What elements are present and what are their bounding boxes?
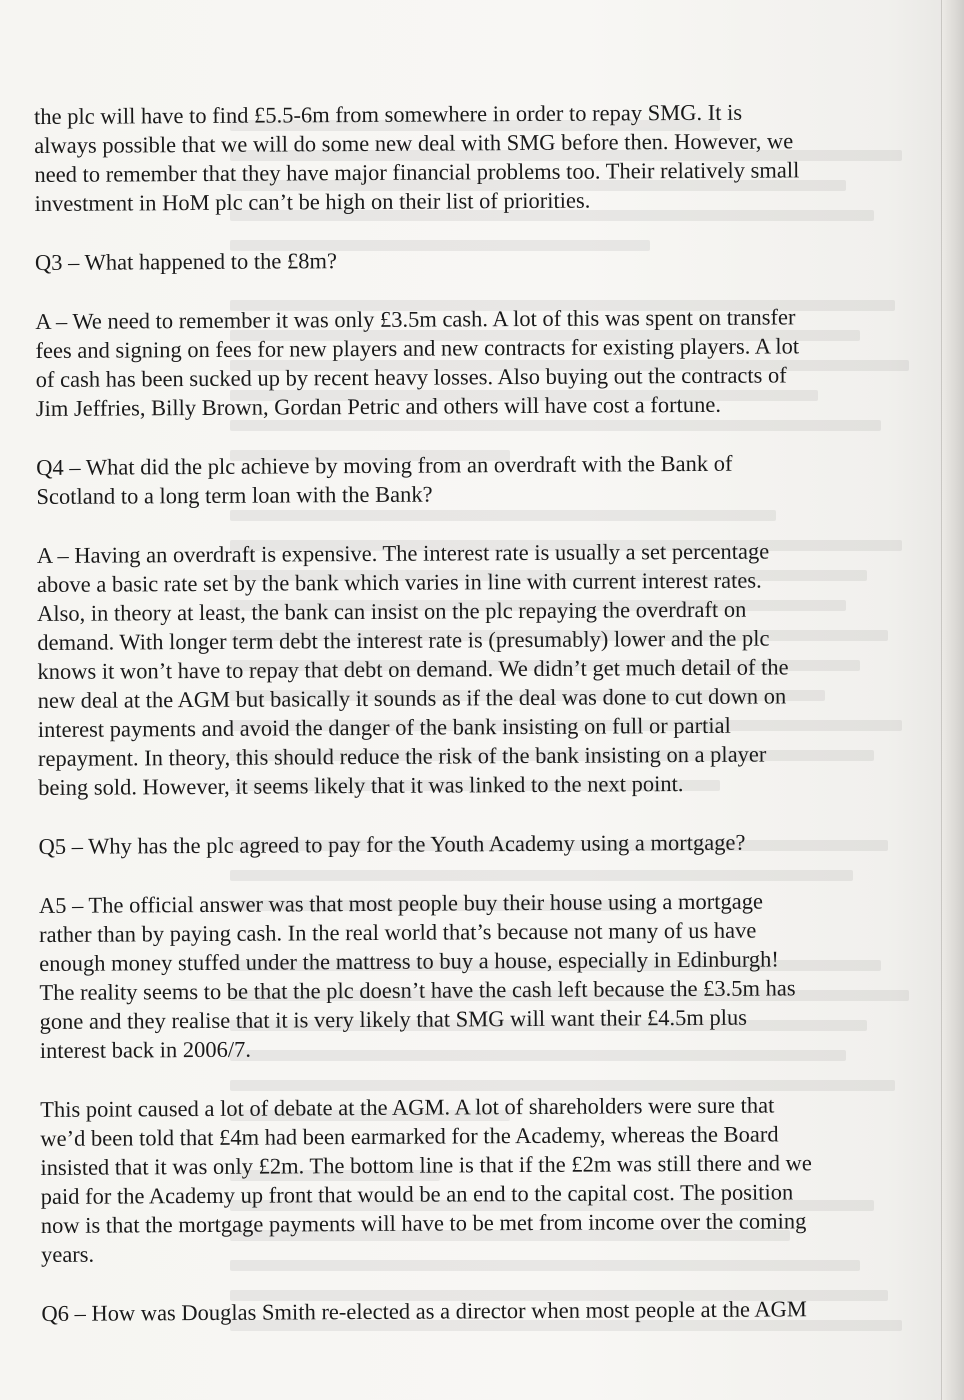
intro-paragraph: the plc will have to find £5.5-6m from somewhere in order to repay SMG. It is always possible that we will do some new deal with SMG before then. However, we need to remember that they have major financial problems too. Their relatively small investment in HoM plc can’t be high on their list of priorities. — [34, 99, 800, 216]
agm-debate-paragraph: This point caused a lot of debate at the AGM. A lot of shareholders were sure that we’d been told that £4m had been earmarked for the Academy, whereas the Board insisted that it was only £2m. The bottom line is that if the £2m was still there and we paid for the Academy up front that would be an end to the capital cost. The position now is that the mortgage payments will have to be met from income over the coming years. — [40, 1092, 812, 1267]
question-3: Q3 – What happened to the £8m? — [34, 248, 338, 275]
answer-3: A – We need to remember it was only £3.5m cash. A lot of this was spent on transfer fees and signing on fees for new players and new contracts for existing players. A lot of cash has been sucked up by recent heavy losses. Also buying out the contracts of Jim Jeffries, Billy Brown, Gordan Petric and others will have cost a fortune. — [35, 304, 800, 421]
answer-5: A5 – The official answer was that most people buy their house using a mortgage rather than by paying cash. In the real world that’s because not many of us have enough money stuffed under the mattress to buy a house, especially in Edinburgh! The reality seems to be that the plc doesn’t have the cash left because the £3.5m has gone and they realise that it is very likely that SMG will want their £4.5m plus interest back in 2006/7. — [38, 888, 796, 1063]
document-body — [34, 97, 927, 1328]
answer-4: A – Having an overdraft is expensive. The interest rate is usually a set percentage above a basic rate set by the bank which varies in line with current interest rates. Also, in theory at least, the bank can insist on the plc repaying the overdraft on demand. With longer term debt the interest rate is (presumably) lower and the plc knows it won’t have to repay that debt on demand. We didn’t get much detail of the new deal at the AGM but basically it sounds as if the deal was done to cut down on interest payments and avoid the danger of the bank insisting on full or partial repayment. In theory, this should reduce the risk of the bank insisting on a player being sold. However, it seems likely that it was linked to the next point. — [36, 538, 789, 800]
question-6: Q6 – How was Douglas Smith re-elected as a director when most people at the AGM — [41, 1296, 807, 1326]
page-binding-edge — [941, 0, 964, 1400]
question-5: Q5 – Why has the plc agreed to pay for the Youth Academy using a mortgage? — [38, 829, 746, 859]
question-4: Q4 – What did the plc achieve by moving from an overdraft with the Bank of Scotland to a long term loan with the Bank? — [36, 450, 733, 509]
